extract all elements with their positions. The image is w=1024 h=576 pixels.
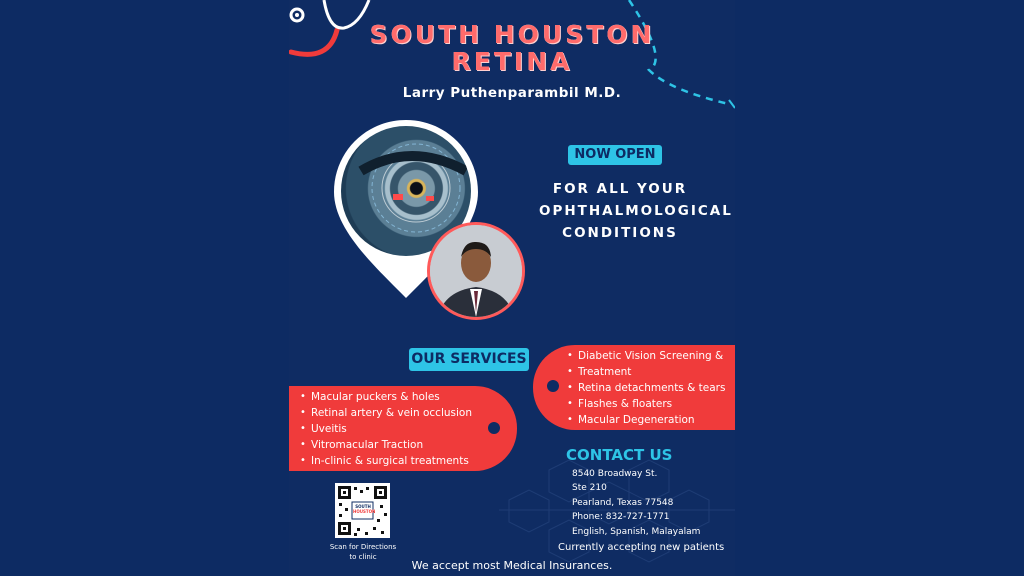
qr-logo-bottom: HOUSTON [353,509,376,514]
qr-logo [353,504,376,514]
contact-heading: CONTACT US [566,446,673,464]
doctor-silhouette [430,225,522,317]
service-item: • Uveitis [311,421,517,437]
service-item: • Flashes & floaters [578,396,735,412]
tagline-line: FOR ALL YOUR [552,181,688,197]
contact-details [572,467,700,539]
now-open-badge: NOW OPEN [568,145,662,165]
services-tag-right [533,345,735,430]
qr-caption-line: to clinic [349,553,377,561]
clinic-title-line2: RETINA [451,47,573,76]
tagline-line: CONDITIONS [562,225,678,241]
services-heading: OUR SERVICES [409,348,529,371]
insurance-note: We accept most Medical Insurances. [411,559,613,572]
clinic-title-line1: SOUTH HOUSTON [369,20,655,49]
service-item: • Macular Degeneration [578,412,735,428]
qr-caption-line: Scan for Directions [329,543,397,551]
address-line: 8540 Broadway St. [572,469,658,479]
phone-line: Phone: 832-727-1771 [572,512,670,523]
city-line: Pearland, Texas 77548 [572,497,674,508]
services-tag-left [289,386,517,471]
service-item: • Diabetic Vision Screening & [578,348,735,364]
flyer-poster [289,0,735,576]
tagline [539,178,733,244]
qr-logo-top: SOUTH [355,504,371,509]
qr-code[interactable] [335,483,390,538]
tag-hole [547,380,559,392]
doctor-photo [427,222,525,320]
service-item: • Vitromacular Traction [311,437,517,453]
accepting-patients-text: Currently accepting new patients [558,542,725,553]
service-item: • In-clinic & surgical treatments [311,453,517,469]
service-item: • Retinal artery & vein occlusion [311,405,517,421]
service-item: • Macular puckers & holes [311,389,517,405]
doctor-name: Larry Puthenparambil M.D. [402,85,622,101]
service-item-text: Treatment [578,366,632,378]
service-item: • Retina detachments & tears [578,380,735,396]
languages-line: English, Spanish, Malayalam [572,526,701,537]
suite-line: Ste 210 [572,483,607,494]
tagline-line: OPHTHALMOLOGICAL [539,203,733,219]
service-item-continued [578,364,735,380]
